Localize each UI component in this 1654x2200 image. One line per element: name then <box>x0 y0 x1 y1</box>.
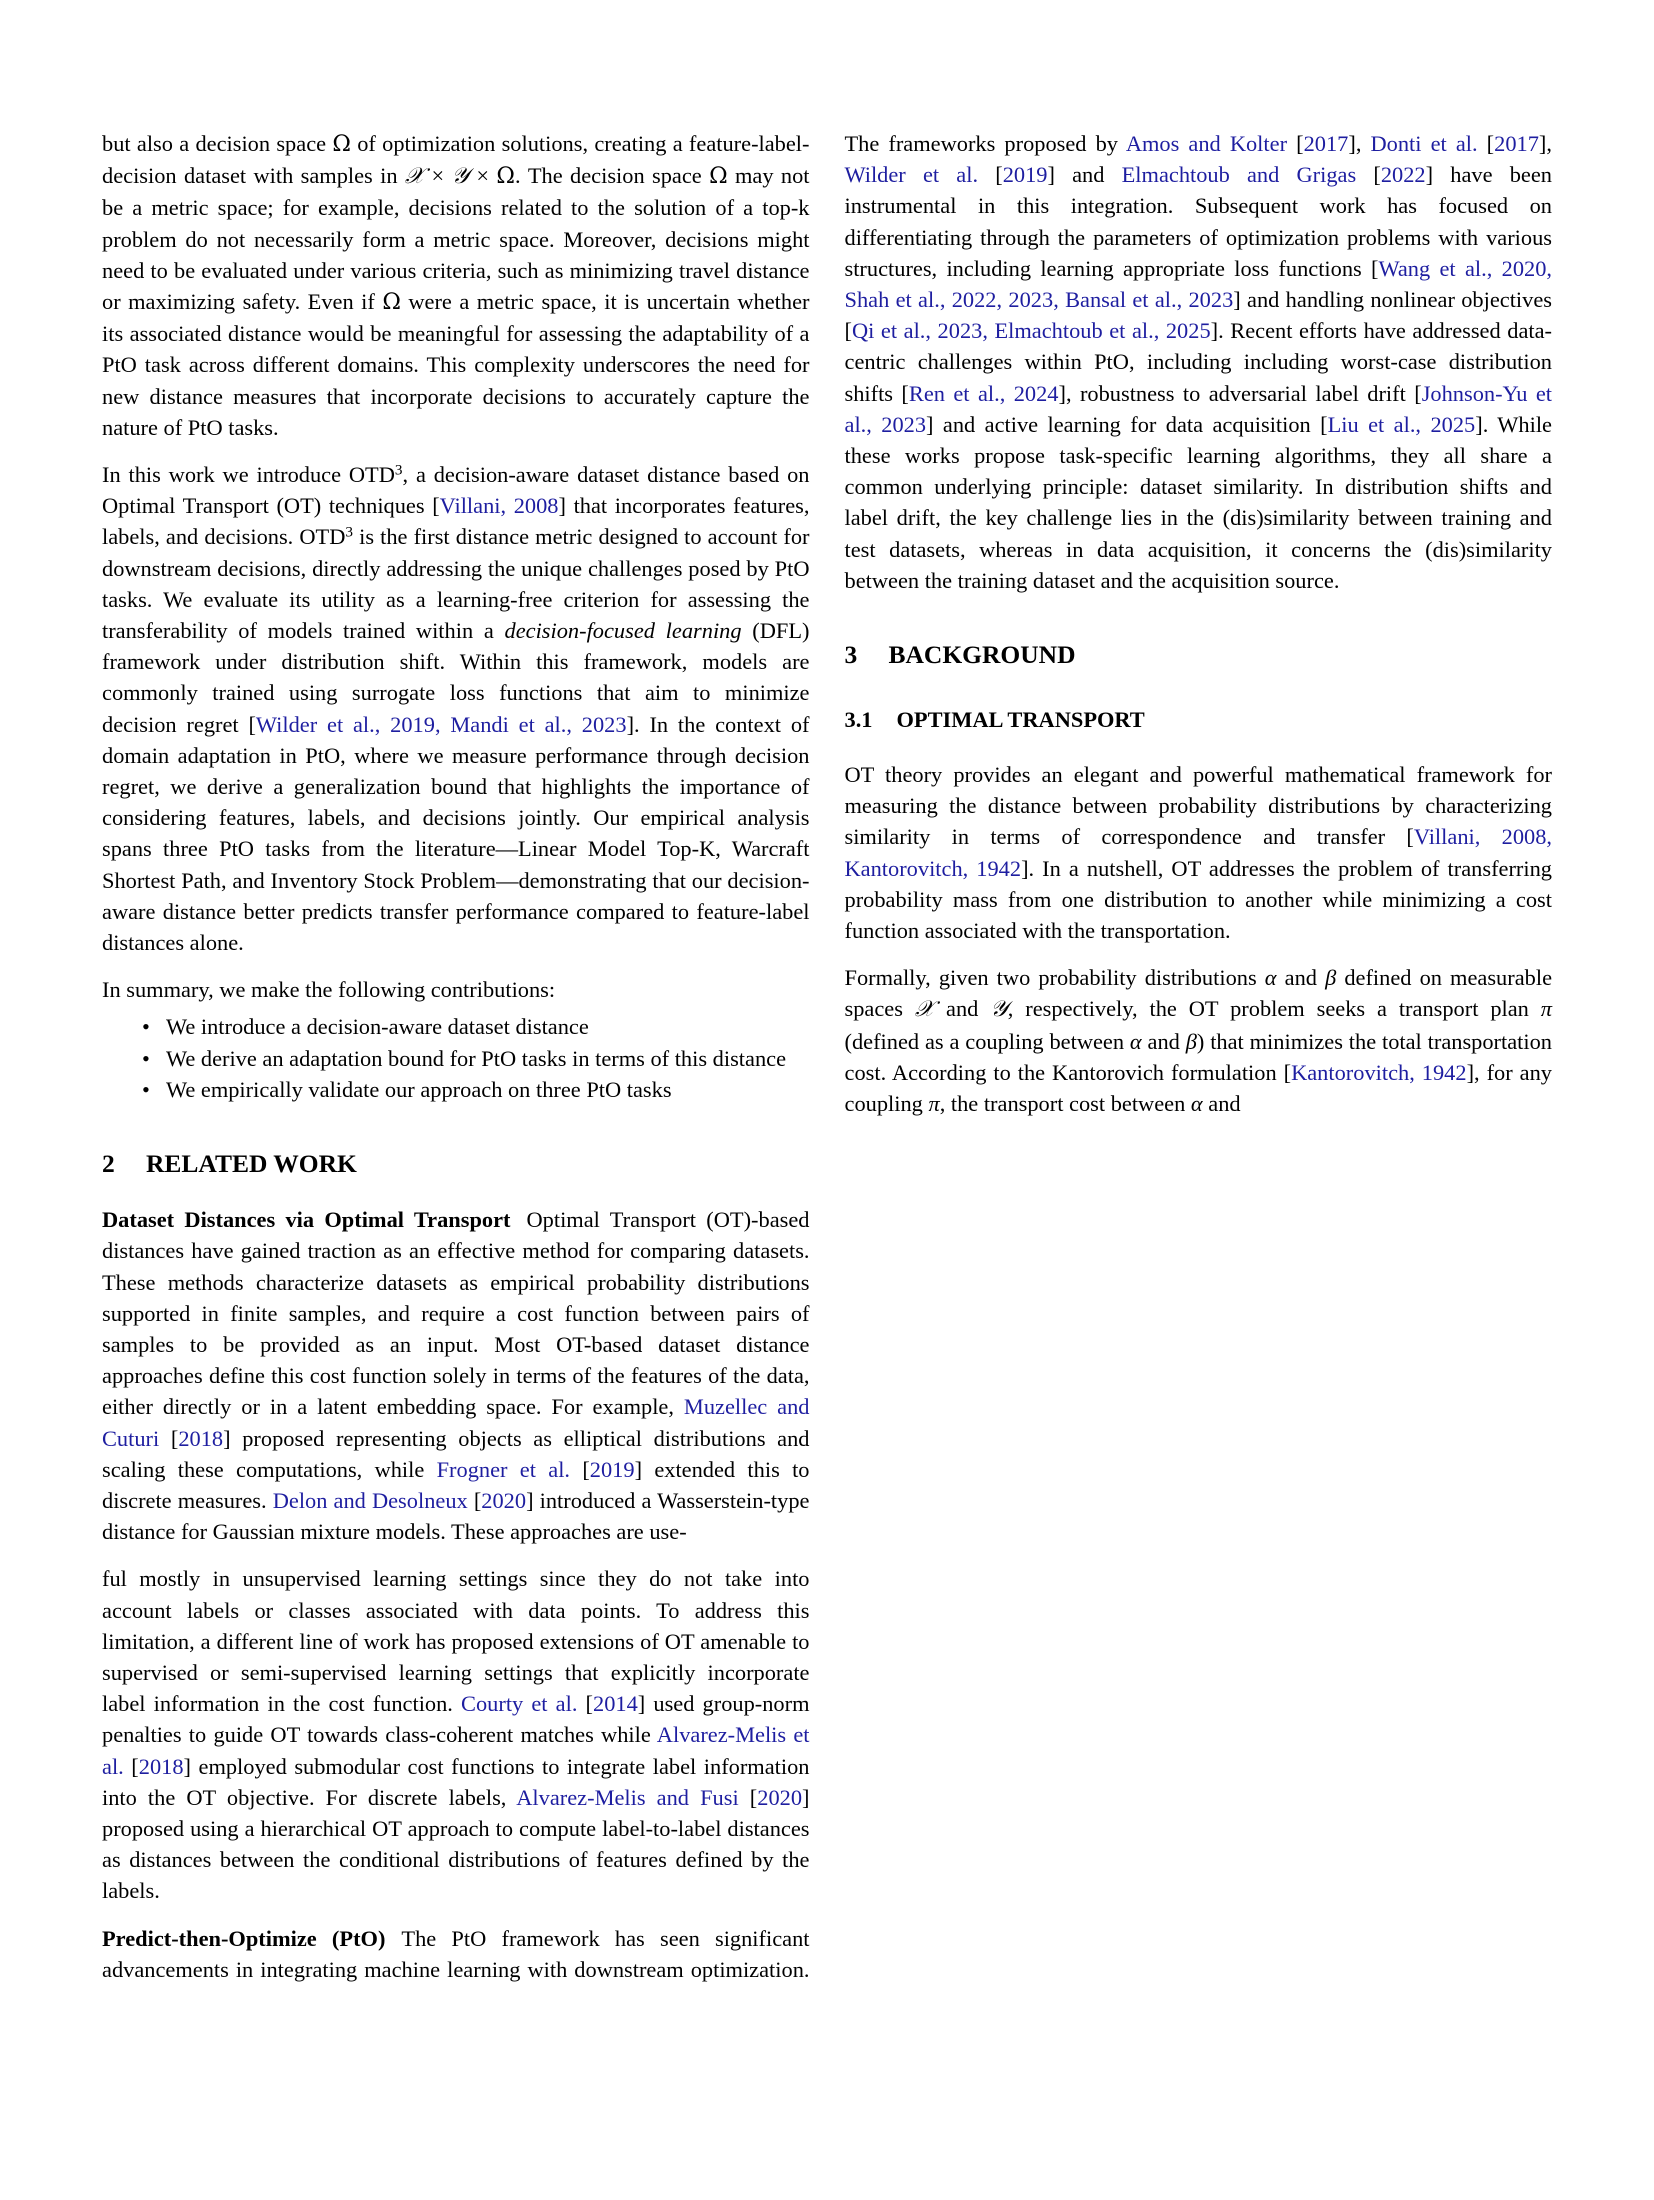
text-run: ] used group-norm penalties to guide OT towards class-coherent matches while <box>102 1691 810 1748</box>
citation-link[interactable]: Amos and Kolter <box>1125 131 1288 156</box>
two-column-body <box>102 128 1552 2012</box>
citation-year-link[interactable]: 2014 <box>593 1691 638 1717</box>
list-item-label: We derive an adaptation bound for PtO tasks in terms of this distance <box>166 1045 787 1071</box>
text-run: were a metric space, it is uncertain whether its associated distance would be meaningful for assessing the adaptability of a PtO task across different domains. This complexity underscores the need for new distance measures that incorporate decisions to accurately capture the nature of PtO tasks. <box>102 289 810 440</box>
text-run: ], robustness to adversarial label drift [ <box>1058 380 1422 406</box>
text-run: [ <box>467 1487 482 1513</box>
list-item-label: We introduce a decision-aware dataset distance <box>166 1014 589 1040</box>
list-item <box>142 1043 810 1074</box>
citation-year-link[interactable]: 2017 <box>1303 131 1349 156</box>
text-run: ful mostly in unsupervised learning settings since they do not take into account labels or classes associated with data points. To address this limitation, a different line of work has proposed extensions of OT amenable to supervised or semi-supervised learning settings that explicitly incorporate label information in the cost function. <box>102 1566 810 1717</box>
text-run: [ <box>978 162 1003 188</box>
citation-link[interactable]: Villani, 2008 <box>439 493 559 519</box>
section-heading-background <box>845 640 1553 670</box>
text-run: . The decision space <box>514 163 710 189</box>
section-number: 2 <box>102 1149 115 1179</box>
text-run: and <box>1202 1091 1241 1117</box>
list-item <box>142 1074 810 1105</box>
text-run: ] and <box>1047 162 1122 188</box>
text-run: Formally, given two probability distributions <box>844 965 1265 991</box>
paragraph-summary-intro <box>102 974 810 1005</box>
citation-year-link[interactable]: 2019 <box>589 1456 635 1482</box>
citation-year-link[interactable]: 2022 <box>1380 162 1426 188</box>
text-run: Optimal Transport (OT)-based distances have gained traction as an effective method for comparing datasets. These methods characterize datasets as empirical probability distributions supported in finite samples, and require a cost function between pairs of samples to be provided as an input. Most OT-based dataset distance approaches define this cost function solely in terms of the features of the data, either directly or in a latent embedding space. For example, <box>102 1207 810 1420</box>
text-run: [ <box>738 1784 758 1810</box>
paragraph-formal-ot <box>845 962 1553 1119</box>
citation-link[interactable]: Liu et al., 2025 <box>1327 411 1476 437</box>
text-run: [ <box>123 1753 139 1779</box>
text-run: ] employed submodular cost functions to integrate label information into the OT objective. For discrete labels, <box>102 1753 810 1810</box>
math-cal-x: 𝒳 <box>404 163 425 190</box>
runin-heading: Predict-then-Optimize (PtO) <box>102 1925 386 1951</box>
text-run: ]. In the context of domain adaptation in PtO, where we measure performance through decision regret, we derive a generalization bound that highlights the importance of considering features, labels, and decisions jointly. Our empirical analysis spans three PtO tasks from the literature—Linear Model Top-K, Warcraft Shortest Path, and Inventory Stock Problem—demonstrating that our decision-aware distance better predicts transfer performance compared to feature-label distances alone. <box>102 711 810 956</box>
citation-link[interactable]: Alvarez-Melis et al. <box>102 1722 810 1779</box>
superscript-3: 3 <box>345 524 353 542</box>
list-item-label: We empirically validate our approach on three PtO tasks <box>166 1076 672 1102</box>
text-run: and <box>1276 965 1326 991</box>
math-beta: β <box>1185 1028 1197 1054</box>
math-times: × <box>424 163 452 189</box>
math-cal-y: 𝒴 <box>451 163 470 190</box>
citation-link[interactable]: Donti et al. <box>1370 131 1478 156</box>
citation-year-link[interactable]: 2018 <box>138 1753 184 1779</box>
subsection-title: OPTIMAL TRANSPORT <box>896 707 1145 733</box>
list-item <box>142 1011 810 1042</box>
section-heading-related-work <box>102 1149 810 1179</box>
text-run: In summary, we make the following contributions: <box>102 977 556 1003</box>
section-number: 3 <box>844 640 858 670</box>
citation-link[interactable]: Villani, 2008, Kantorovitch, 1942 <box>844 824 1553 881</box>
citation-link[interactable]: Delon and Desolneux <box>272 1487 468 1513</box>
citation-link[interactable]: Wilder et al. <box>844 162 979 188</box>
text-run: [ <box>570 1456 590 1482</box>
text-run: ], for any coupling <box>844 1059 1552 1117</box>
math-pi: π <box>1540 996 1552 1022</box>
text-run: OT theory provides an elegant and powerful mathematical framework for measuring the distance between probability distributions by characterizing similarity in terms of correspondence and transfer [ <box>844 762 1552 850</box>
text-run: may not be a metric space; for example, decisions related to the solution of a top-k problem do not necessarily form a metric space. Moreover, decisions might need to be evaluated under various criteria, such as minimizing travel distance or maximizing safety. Even if <box>102 163 810 315</box>
citation-link[interactable]: Courty et al. <box>461 1691 578 1717</box>
citation-link[interactable]: Johnson-Yu et al., 2023 <box>844 380 1552 437</box>
citation-year-link[interactable]: 2020 <box>757 1784 803 1810</box>
text-run: [ <box>1477 131 1495 156</box>
section-title: BACKGROUND <box>888 640 1076 670</box>
text-run: ]. While these works propose task-specific learning algorithms, they all share a common underlying principle: dataset similarity. In distribution shifts and label drift, the key challenge lies in the (dis)similarity between training and test datasets, whereas in data acquisition, it concerns the (dis)similarity between the training dataset and the acquisition source. <box>844 411 1552 593</box>
subsection-number: 3.1 <box>844 707 873 733</box>
math-alpha: α <box>1190 1091 1203 1117</box>
text-run: [ <box>1287 131 1304 156</box>
math-cal-y: 𝒴 <box>990 996 1008 1023</box>
text-run: In this work we introduce OTD <box>102 462 395 488</box>
section-title: RELATED WORK <box>146 1149 357 1179</box>
text-run: , a decision-aware dataset distance based on Optimal Transport (OT) techniques [ <box>102 462 810 519</box>
citation-year-link[interactable]: 2020 <box>481 1487 527 1513</box>
paragraph-ot-theory <box>845 759 1553 946</box>
text-run: ], <box>1538 131 1552 156</box>
citation-link[interactable]: Kantorovitch, 1942 <box>1291 1059 1467 1085</box>
citation-link[interactable]: Ren et al., 2024 <box>908 380 1059 406</box>
text-run: (defined as a coupling between <box>844 1028 1130 1054</box>
math-omega: Ω <box>332 131 351 157</box>
citation-year-link[interactable]: 2019 <box>1002 162 1048 188</box>
text-run: ] and active learning for data acquisition [ <box>926 411 1328 437</box>
text-run: of optimization solutions, creating a feature-label-decision dataset with samples in <box>102 131 810 189</box>
text-run: [ <box>159 1425 179 1451</box>
citation-link[interactable]: Qi et al., 2023, Elmachtoub et al., 2025 <box>851 318 1211 344</box>
paragraph-unsupervised-ot <box>102 1563 810 1906</box>
text-run: but also a decision space <box>102 131 333 156</box>
text-run: ] proposed using a hierarchical OT approach to compute label-to-label distances as distances between the conditional distributions of features defined by the labels. <box>102 1784 810 1904</box>
text-run: ]. In a nutshell, OT addresses the problem of transferring probability mass from one distribution to another while minimizing a cost function associated with the transportation. <box>844 855 1552 944</box>
math-beta: β <box>1325 965 1337 991</box>
text-run: [ <box>577 1691 594 1717</box>
citation-link[interactable]: Wilder et al., 2019, Mandi et al., 2023 <box>255 711 627 737</box>
math-alpha: α <box>1264 965 1277 991</box>
paragraph-dataset-distances-ot <box>102 1204 810 1547</box>
text-run: ] and handling nonlinear objectives [ <box>844 287 1552 344</box>
math-omega: Ω <box>709 163 728 190</box>
runin-heading: Dataset Distances via Optimal Transport <box>102 1207 511 1233</box>
citation-link[interactable]: Frogner et al. <box>436 1456 571 1482</box>
text-run: is the first distance metric designed to account for downstream decisions, directly addressing the unique challenges posed by PtO tasks. We evaluate its utility as a learning-free criterion for assessing the transferability of models trained within a <box>102 524 810 644</box>
paragraph-decision-space <box>102 128 810 443</box>
text-run: ) that minimizes the total transportation cost. According to the Kantorovich formulation [ <box>844 1028 1552 1085</box>
text-run: ] have been instrumental in this integration. Subsequent work has focused on differentiating through the parameters of optimization problems with various structures, including learning appropriate loss functions [ <box>844 162 1552 281</box>
text-run: (DFL) framework under distribution shift. Within this framework, models are commonly trained using surrogate loss functions that aim to minimize decision regret [ <box>102 618 810 737</box>
math-alpha: α <box>1129 1028 1142 1054</box>
text-run: ] introduced a Wasserstein-type distance for Gaussian mixture models. These approaches are use- <box>102 1487 810 1545</box>
citation-year-link[interactable]: 2017 <box>1494 131 1539 156</box>
paragraph-otd3-intro <box>102 459 810 958</box>
contributions-list <box>102 1011 810 1105</box>
text-run: [ <box>1356 162 1381 188</box>
math-pi: π <box>928 1091 940 1117</box>
text-run: ]. Recent efforts have addressed data-centric challenges within PtO, including including worst-case distribution shifts [ <box>844 318 1552 406</box>
citation-link[interactable]: Wang et al., 2020, Shah et al., 2022, 2023, Bansal et al., 2023 <box>844 255 1552 313</box>
math-omega: Ω <box>496 163 515 190</box>
text-run: ] proposed representing objects as elliptical distributions and scaling these computations, while <box>102 1425 810 1482</box>
citation-year-link[interactable]: 2018 <box>178 1425 224 1451</box>
math-times: × <box>469 163 497 189</box>
text-run: , respectively, the OT problem seeks a transport plan <box>1007 996 1541 1022</box>
text-run: ] that incorporates features, labels, and decisions. OTD <box>102 493 810 550</box>
citation-link[interactable]: Elmachtoub and Grigas <box>1121 162 1357 188</box>
text-run: ] extended this to discrete measures. <box>102 1456 810 1513</box>
superscript-3: 3 <box>394 461 403 479</box>
text-run: ], <box>1348 131 1371 156</box>
text-run: , the transport cost between <box>939 1091 1191 1117</box>
text-run: defined on measurable spaces <box>844 965 1553 1022</box>
text-run: The PtO framework has seen significant advancements in integrating machine learning with downstream optimization. The frameworks proposed by <box>102 131 1126 1982</box>
text-run: and <box>934 996 991 1022</box>
text-run: and <box>1141 1028 1186 1054</box>
subsection-heading-optimal-transport <box>845 706 1553 734</box>
citation-link[interactable]: Muzellec and Cuturi <box>102 1394 810 1451</box>
citation-link[interactable]: Alvarez-Melis and Fusi <box>516 1784 739 1810</box>
math-omega: Ω <box>382 289 401 316</box>
emphasis-dfl: decision-focused learning <box>504 618 742 644</box>
math-cal-x: 𝒳 <box>914 996 935 1023</box>
